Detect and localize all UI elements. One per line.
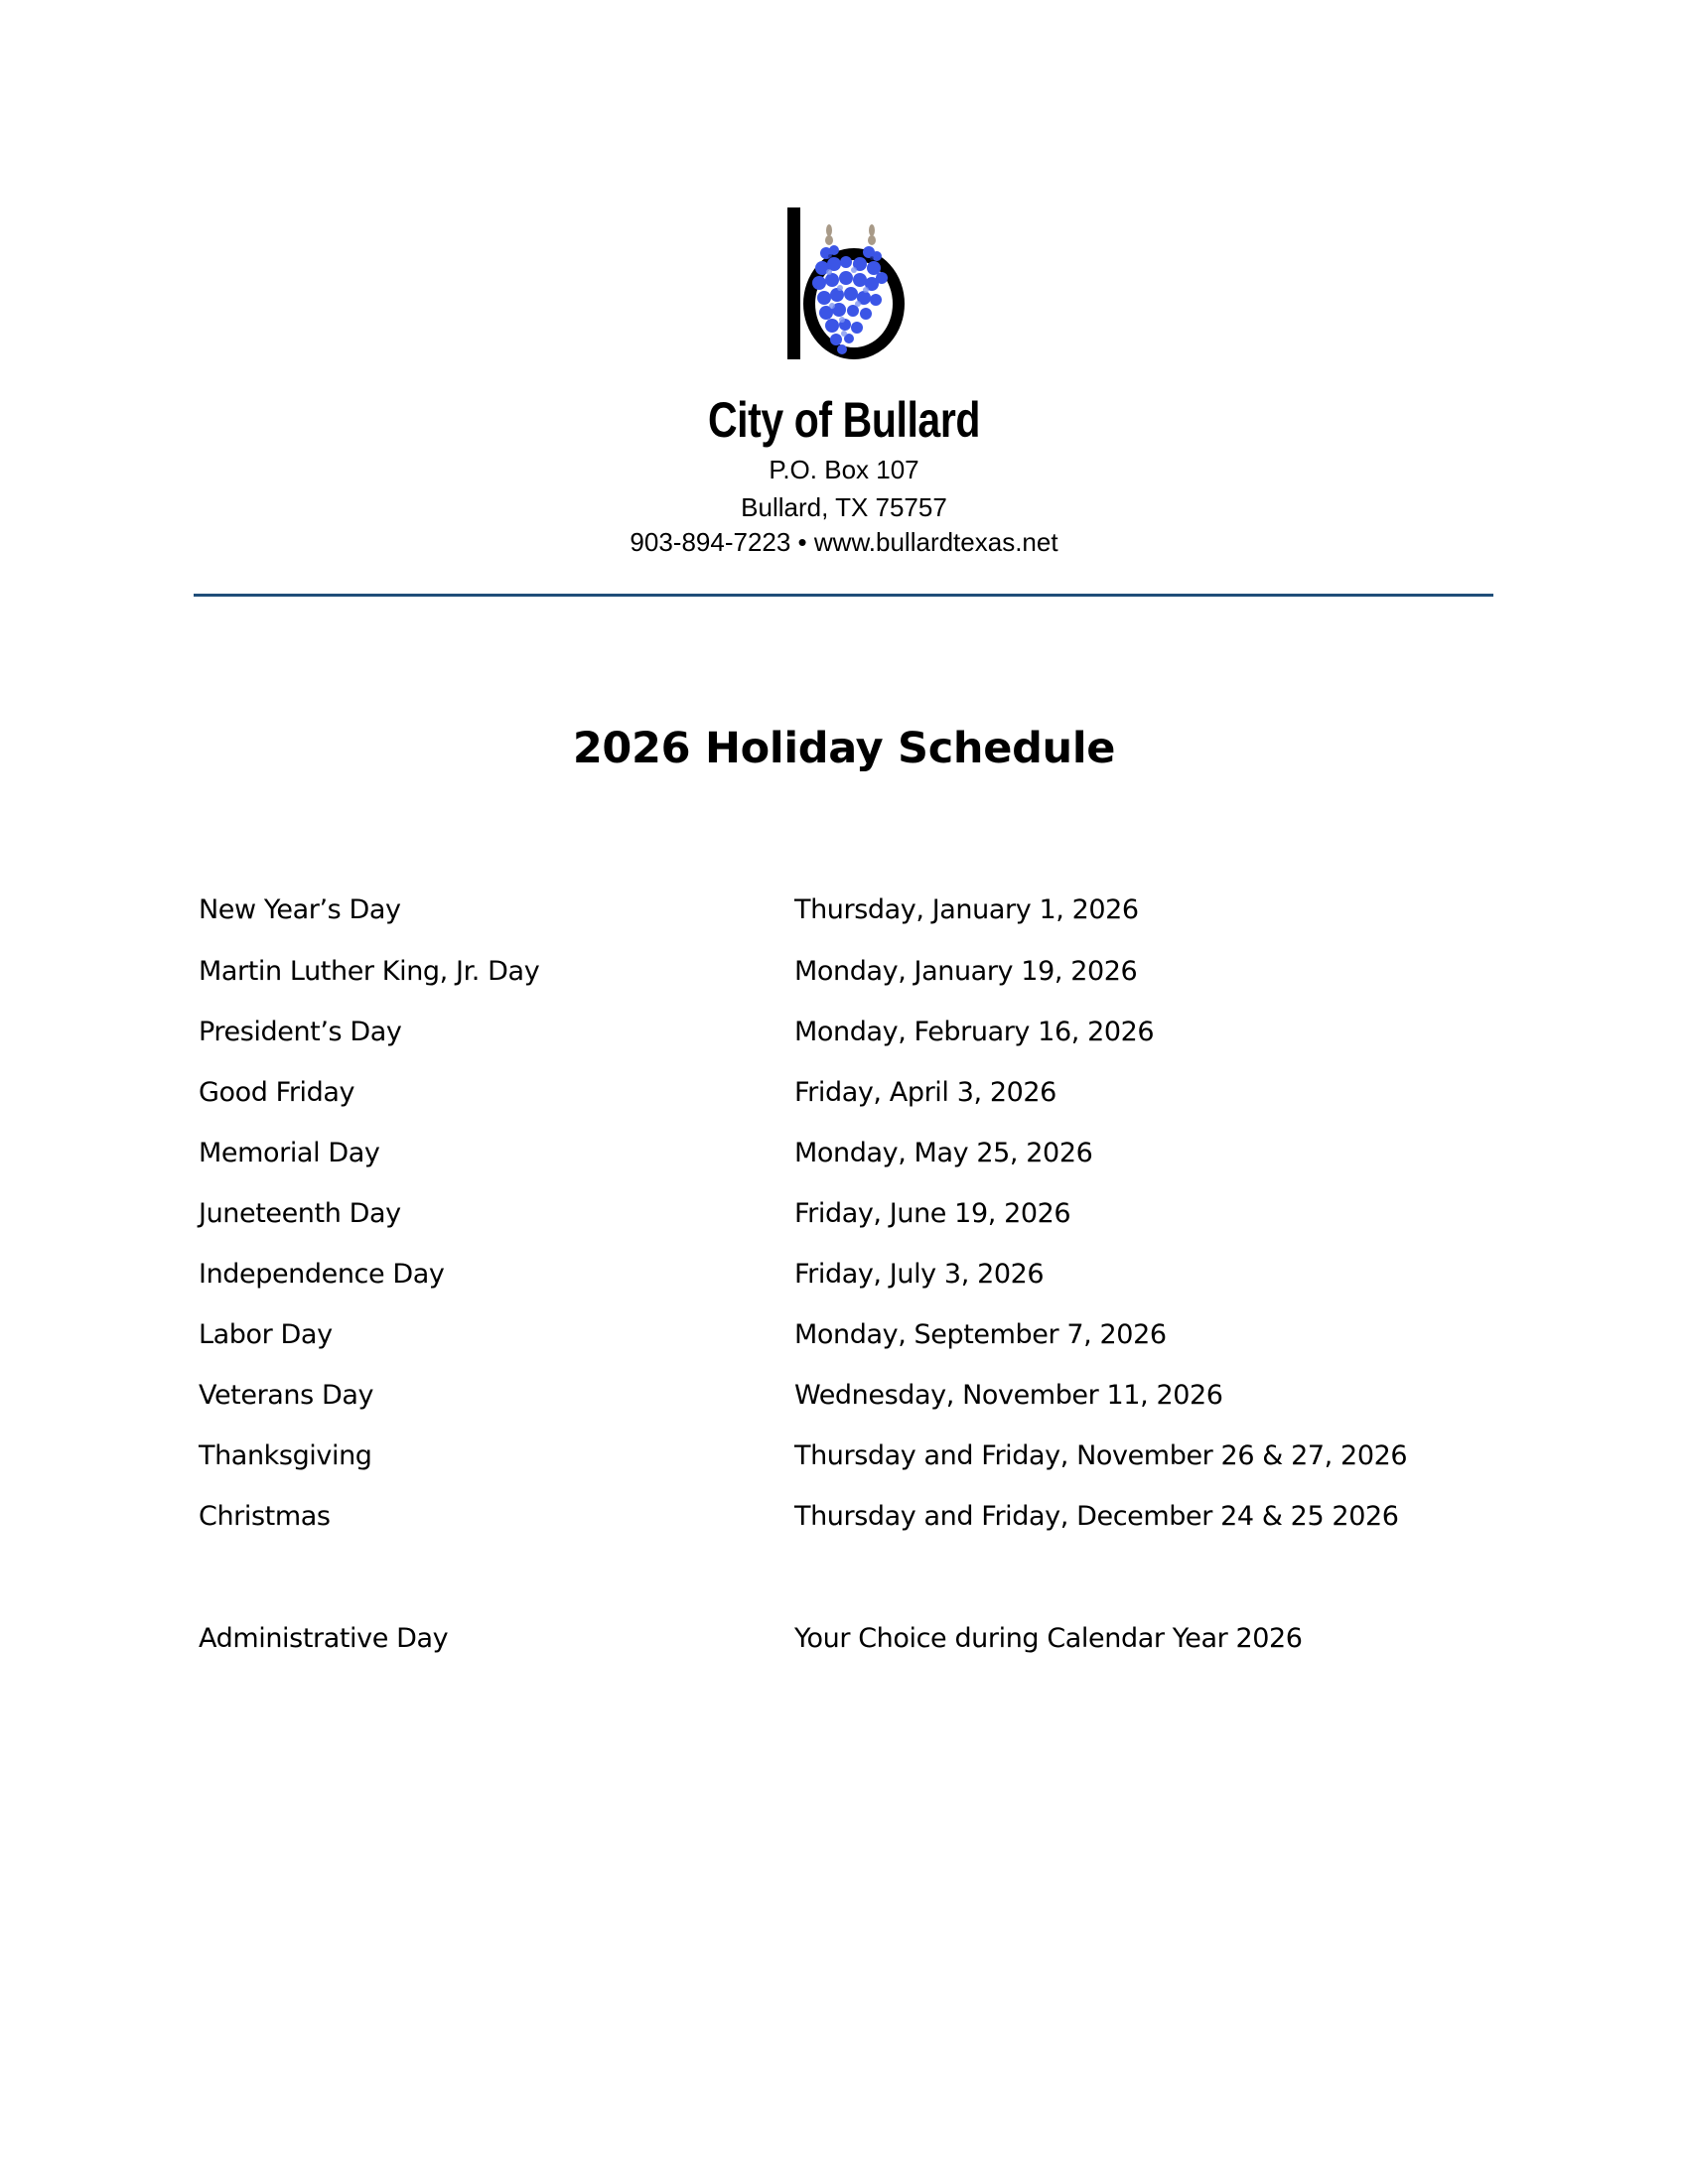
holiday-name: Independence Day [199, 1259, 445, 1290]
holiday-row [0, 1499, 1688, 1539]
holiday-row [0, 1378, 1688, 1418]
holiday-date: Wednesday, November 11, 2026 [794, 1380, 1223, 1411]
holiday-name: Christmas [199, 1501, 331, 1532]
holiday-name: New Year’s Day [199, 894, 401, 925]
holiday-date: Thursday, January 1, 2026 [794, 894, 1139, 925]
holiday-date: Monday, May 25, 2026 [794, 1138, 1093, 1168]
holiday-date: Friday, June 19, 2026 [794, 1198, 1071, 1229]
holiday-date: Your Choice during Calendar Year 2026 [794, 1623, 1303, 1654]
holiday-date: Monday, September 7, 2026 [794, 1319, 1167, 1350]
address-city-state-zip: Bullard, TX 75757 [741, 492, 947, 522]
holiday-row [0, 1136, 1688, 1175]
contact-phone-website: 903-894-7223 • www.bullardtexas.net [630, 527, 1058, 557]
header-divider [194, 594, 1493, 597]
holiday-name: Administrative Day [199, 1623, 449, 1654]
page-title: 2026 Holiday Schedule [572, 724, 1116, 773]
holiday-date: Monday, February 16, 2026 [794, 1017, 1155, 1047]
administrative-day-row [0, 1621, 1688, 1661]
holiday-name: Thanksgiving [199, 1440, 372, 1471]
holiday-name: Juneteenth Day [199, 1198, 401, 1229]
holiday-date: Thursday and Friday, December 24 & 25 2026 [794, 1501, 1399, 1532]
address-po-box: P.O. Box 107 [769, 455, 919, 484]
holiday-name: Good Friday [199, 1077, 355, 1108]
holiday-row [0, 1438, 1688, 1478]
holiday-date: Friday, April 3, 2026 [794, 1077, 1056, 1108]
holiday-name: Veterans Day [199, 1380, 374, 1411]
bluebonnet-b-icon [774, 199, 914, 367]
holiday-row [0, 1317, 1688, 1357]
holiday-row [0, 892, 1688, 932]
bullard-logo [774, 199, 914, 367]
holiday-row [0, 1015, 1688, 1054]
holiday-date: Friday, July 3, 2026 [794, 1259, 1045, 1290]
holiday-row [0, 954, 1688, 994]
holiday-name: Martin Luther King, Jr. Day [199, 956, 540, 987]
holiday-row [0, 1075, 1688, 1115]
holiday-row [0, 1257, 1688, 1297]
holiday-name: President’s Day [199, 1017, 402, 1047]
holiday-name: Labor Day [199, 1319, 333, 1350]
holiday-date: Monday, January 19, 2026 [794, 956, 1138, 987]
holiday-date: Thursday and Friday, November 26 & 27, 2026 [794, 1440, 1408, 1471]
holiday-row [0, 1196, 1688, 1236]
organization-name: City of Bullard [707, 392, 981, 448]
holiday-name: Memorial Day [199, 1138, 380, 1168]
